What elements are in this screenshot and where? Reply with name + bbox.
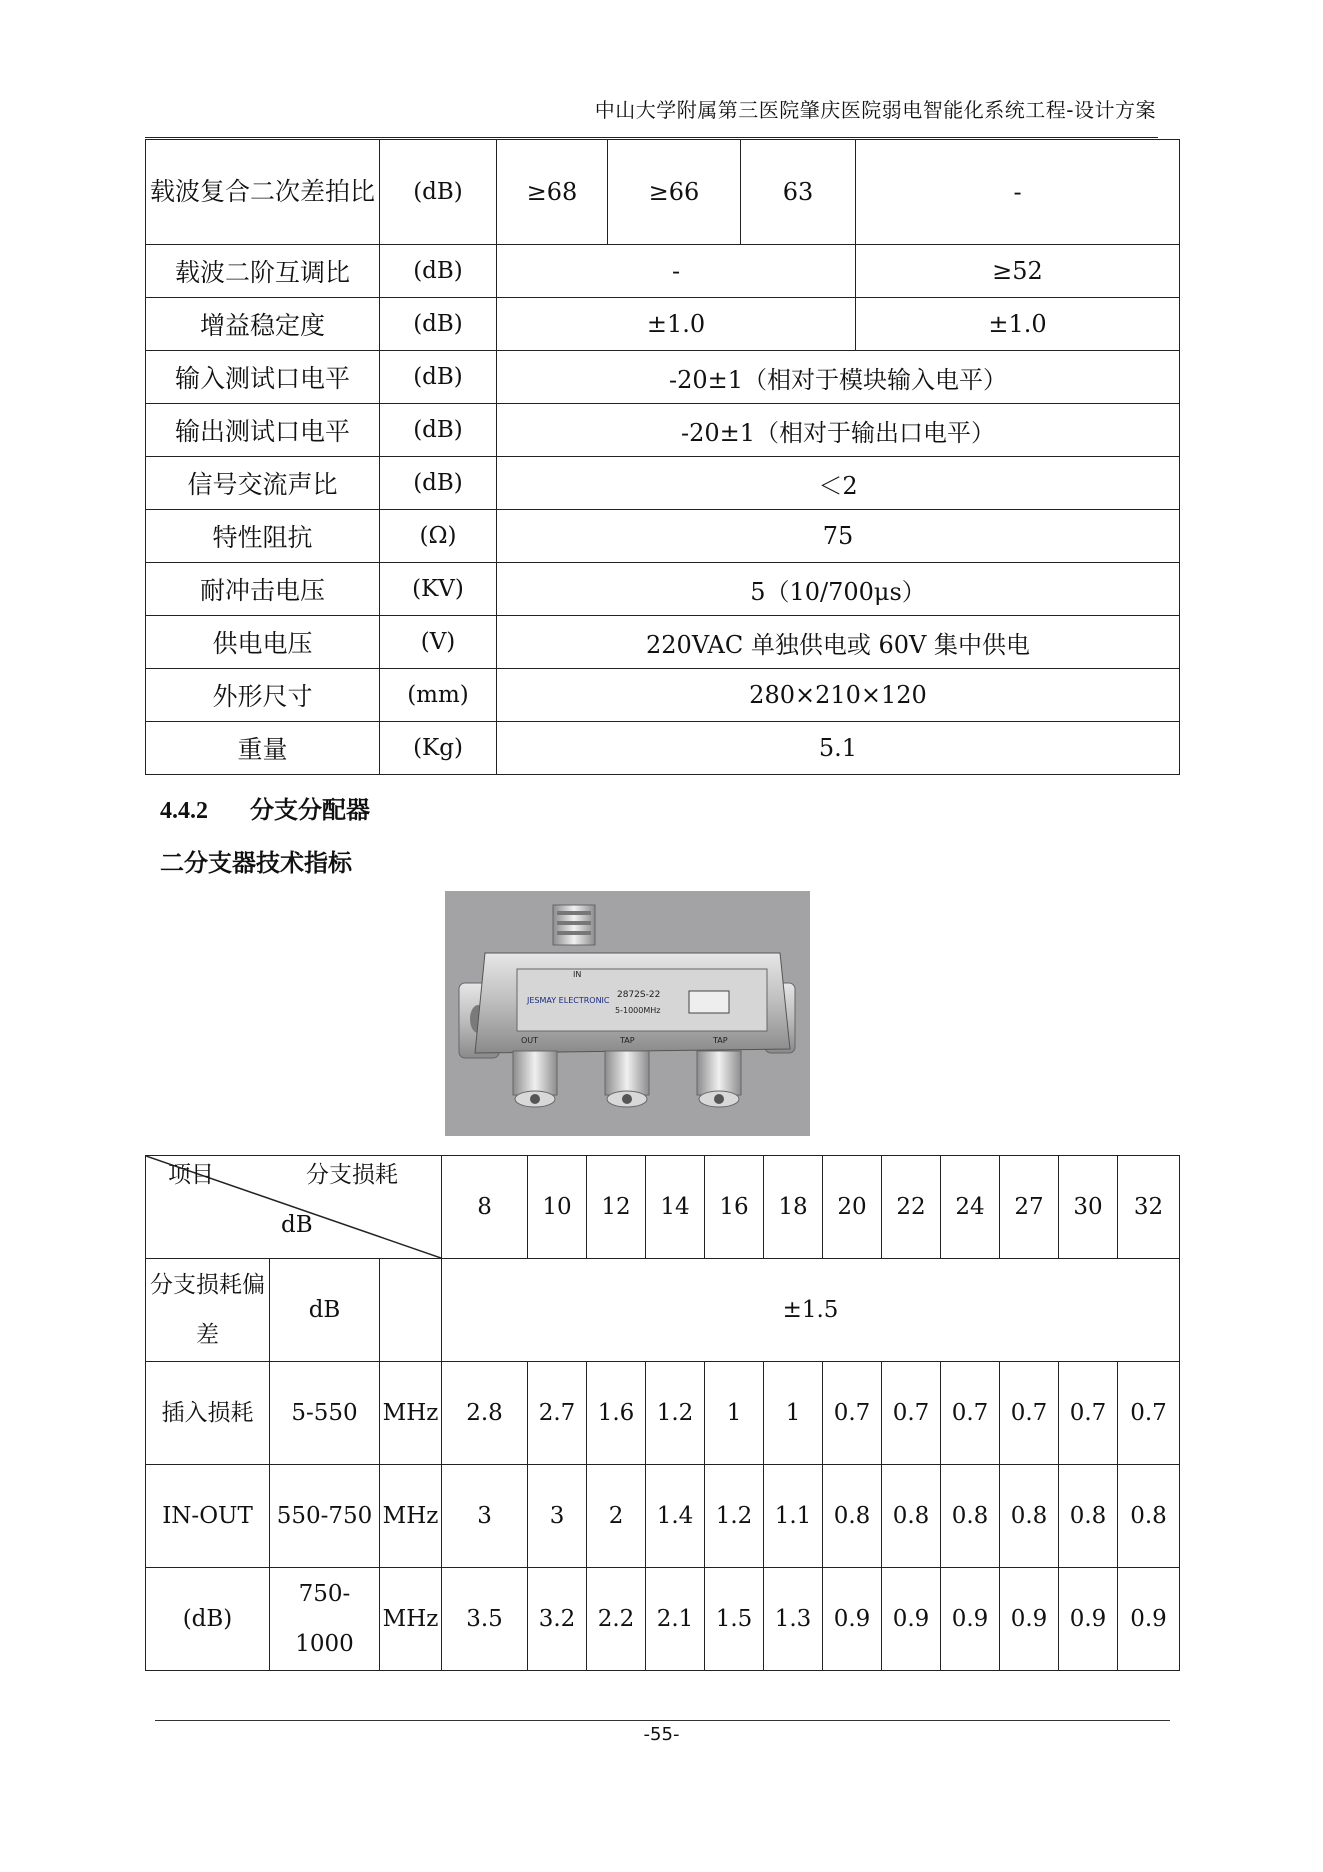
footer-rule	[155, 1720, 1170, 1721]
diag-label-unit: dB	[281, 1212, 313, 1238]
cell-value: 1.6	[587, 1362, 646, 1465]
splitter-photo	[445, 891, 810, 1136]
cell-value: 3	[442, 1465, 528, 1568]
table-row	[146, 669, 1180, 722]
tap-value-header: 24	[941, 1156, 1000, 1259]
table-row	[146, 351, 1180, 404]
band-range: 550-750	[270, 1465, 380, 1568]
tap-value-header: 18	[764, 1156, 823, 1259]
cell-value: 0.8	[1059, 1465, 1118, 1568]
table-row	[146, 1568, 1180, 1671]
row-label: 载波复合二次差拍比	[146, 140, 380, 245]
table-row	[146, 722, 1180, 775]
diag-label-tap-loss: 分支损耗	[306, 1162, 398, 1188]
cell-value: 0.8	[1118, 1465, 1180, 1568]
page-header-title: 中山大学附属第三医院肇庆医院弱电智能化系统工程-设计方案	[594, 98, 1156, 122]
cell-value: 220VAC 单独供电或 60V 集中供电	[497, 616, 1180, 669]
cell-value: 1.4	[646, 1465, 705, 1568]
band-unit: MHz	[380, 1362, 442, 1465]
table-row	[146, 1259, 1180, 1362]
cell-value: -20±1（相对于输出口电平）	[497, 404, 1180, 457]
cell-value: ≥68	[497, 140, 608, 245]
table-row	[146, 1465, 1180, 1568]
cell-value: 1	[705, 1362, 764, 1465]
cell-value: 3.2	[528, 1568, 587, 1671]
cell-value: 0.7	[941, 1362, 1000, 1465]
row-unit: dB	[270, 1259, 380, 1362]
svg-text:IN: IN	[573, 970, 582, 979]
row-label: IN-OUT	[146, 1465, 270, 1568]
tap-value-header: 8	[442, 1156, 528, 1259]
cell-value: 2	[587, 1465, 646, 1568]
cell-value: 1	[764, 1362, 823, 1465]
svg-text:OUT: OUT	[521, 1036, 539, 1045]
cell-value: 2.1	[646, 1568, 705, 1671]
tap-value-header: 27	[1000, 1156, 1059, 1259]
svg-text:2872S-22: 2872S-22	[617, 990, 661, 1000]
cell-value: 63	[741, 140, 856, 245]
band-range: 5-550	[270, 1362, 380, 1465]
cell-value: 0.9	[941, 1568, 1000, 1671]
row-label: 分支损耗偏差	[146, 1259, 270, 1362]
tap-value-header: 10	[528, 1156, 587, 1259]
table-row	[146, 245, 1180, 298]
row-label: 供电电压	[146, 616, 380, 669]
tap-value-header: 14	[646, 1156, 705, 1259]
row-label: 信号交流声比	[146, 457, 380, 510]
row-unit: (dB)	[380, 404, 497, 457]
cell-value: 0.9	[1118, 1568, 1180, 1671]
tap-loss-table	[145, 1155, 1180, 1671]
cell-value: 0.8	[823, 1465, 882, 1568]
subheading: 二分支器技术指标	[160, 849, 352, 877]
cell-value: 0.8	[1000, 1465, 1059, 1568]
row-label: 耐冲击电压	[146, 563, 380, 616]
cell-value: 0.7	[1000, 1362, 1059, 1465]
cell-value: 0.8	[882, 1465, 941, 1568]
cell-value: 5.1	[497, 722, 1180, 775]
band-unit: MHz	[380, 1465, 442, 1568]
band-range: 750-1000	[270, 1568, 380, 1671]
cell-value: 1.3	[764, 1568, 823, 1671]
diagonal-header-cell	[146, 1156, 442, 1259]
cell-value: 3	[528, 1465, 587, 1568]
cell-value: 2.7	[528, 1362, 587, 1465]
row-label: 特性阻抗	[146, 510, 380, 563]
row-unit: (Ω)	[380, 510, 497, 563]
row-label: 载波二阶互调比	[146, 245, 380, 298]
cell-value: 0.9	[882, 1568, 941, 1671]
cell-value: 5（10/700μs）	[497, 563, 1180, 616]
section-number: 4.4.2	[160, 798, 208, 824]
section-heading	[160, 790, 370, 825]
cell-value: ±1.0	[856, 298, 1180, 351]
row-unit: (dB)	[380, 351, 497, 404]
band-unit: MHz	[380, 1568, 442, 1671]
svg-text:TAP: TAP	[713, 1036, 728, 1045]
row-label: 插入损耗	[146, 1362, 270, 1465]
cell-value: 0.9	[1000, 1568, 1059, 1671]
cell-value: 0.8	[941, 1465, 1000, 1568]
page-number: -55-	[643, 1724, 680, 1745]
tap-value-header: 30	[1059, 1156, 1118, 1259]
svg-text:TAP: TAP	[620, 1036, 635, 1045]
cell-value: ≥52	[856, 245, 1180, 298]
cell-value: ≥66	[608, 140, 741, 245]
cell-value: 0.7	[882, 1362, 941, 1465]
cell-value: -20±1（相对于模块输入电平）	[497, 351, 1180, 404]
table-row	[146, 404, 1180, 457]
tap-value-header: 20	[823, 1156, 882, 1259]
row-unit: (dB)	[380, 298, 497, 351]
table-row	[146, 616, 1180, 669]
cell-value: 0.9	[1059, 1568, 1118, 1671]
splitter-illustration	[445, 891, 810, 1136]
cell-value: ±1.0	[497, 298, 856, 351]
cell-value: 280×210×120	[497, 669, 1180, 722]
diag-label-item: 项目	[168, 1162, 214, 1188]
table-row	[146, 1362, 1180, 1465]
row-unit: (KV)	[380, 563, 497, 616]
tap-value-header: 32	[1118, 1156, 1180, 1259]
table-row	[146, 298, 1180, 351]
cell-value: ＜2	[497, 457, 1180, 510]
cell-value: 0.9	[823, 1568, 882, 1671]
cell-value: 2.2	[587, 1568, 646, 1671]
cell-value: 1.2	[705, 1465, 764, 1568]
spec-table	[145, 139, 1180, 775]
row-label: 重量	[146, 722, 380, 775]
cell-value: -	[856, 140, 1180, 245]
table-row	[146, 140, 1180, 245]
cell-value: 75	[497, 510, 1180, 563]
row-label: (dB)	[146, 1568, 270, 1671]
empty-cell	[380, 1259, 442, 1362]
header-rule	[145, 137, 1158, 138]
row-unit: (mm)	[380, 669, 497, 722]
table-row	[146, 563, 1180, 616]
svg-text:5-1000MHz: 5-1000MHz	[615, 1006, 661, 1015]
tap-value-header: 16	[705, 1156, 764, 1259]
row-label: 外形尺寸	[146, 669, 380, 722]
tap-value-header: 12	[587, 1156, 646, 1259]
svg-text:JESMAY ELECTRONIC: JESMAY ELECTRONIC	[527, 996, 610, 1005]
cell-value: 1.2	[646, 1362, 705, 1465]
table-row	[146, 457, 1180, 510]
cell-value: 2.8	[442, 1362, 528, 1465]
row-unit: (Kg)	[380, 722, 497, 775]
tap-value-header: 22	[882, 1156, 941, 1259]
cell-value: 1.1	[764, 1465, 823, 1568]
row-unit: (dB)	[380, 457, 497, 510]
deviation-value: ±1.5	[442, 1259, 1180, 1362]
cell-value: 0.7	[823, 1362, 882, 1465]
row-label: 输出测试口电平	[146, 404, 380, 457]
cell-value: 1.5	[705, 1568, 764, 1671]
cell-value: 3.5	[442, 1568, 528, 1671]
section-title: 分支分配器	[250, 796, 370, 824]
row-unit: (V)	[380, 616, 497, 669]
row-unit: (dB)	[380, 245, 497, 298]
row-label: 增益稳定度	[146, 298, 380, 351]
table-header-row	[146, 1156, 1180, 1259]
cell-value: -	[497, 245, 856, 298]
cell-value: 0.7	[1118, 1362, 1180, 1465]
cell-value: 0.7	[1059, 1362, 1118, 1465]
row-unit: (dB)	[380, 140, 497, 245]
table-row	[146, 510, 1180, 563]
row-label: 输入测试口电平	[146, 351, 380, 404]
